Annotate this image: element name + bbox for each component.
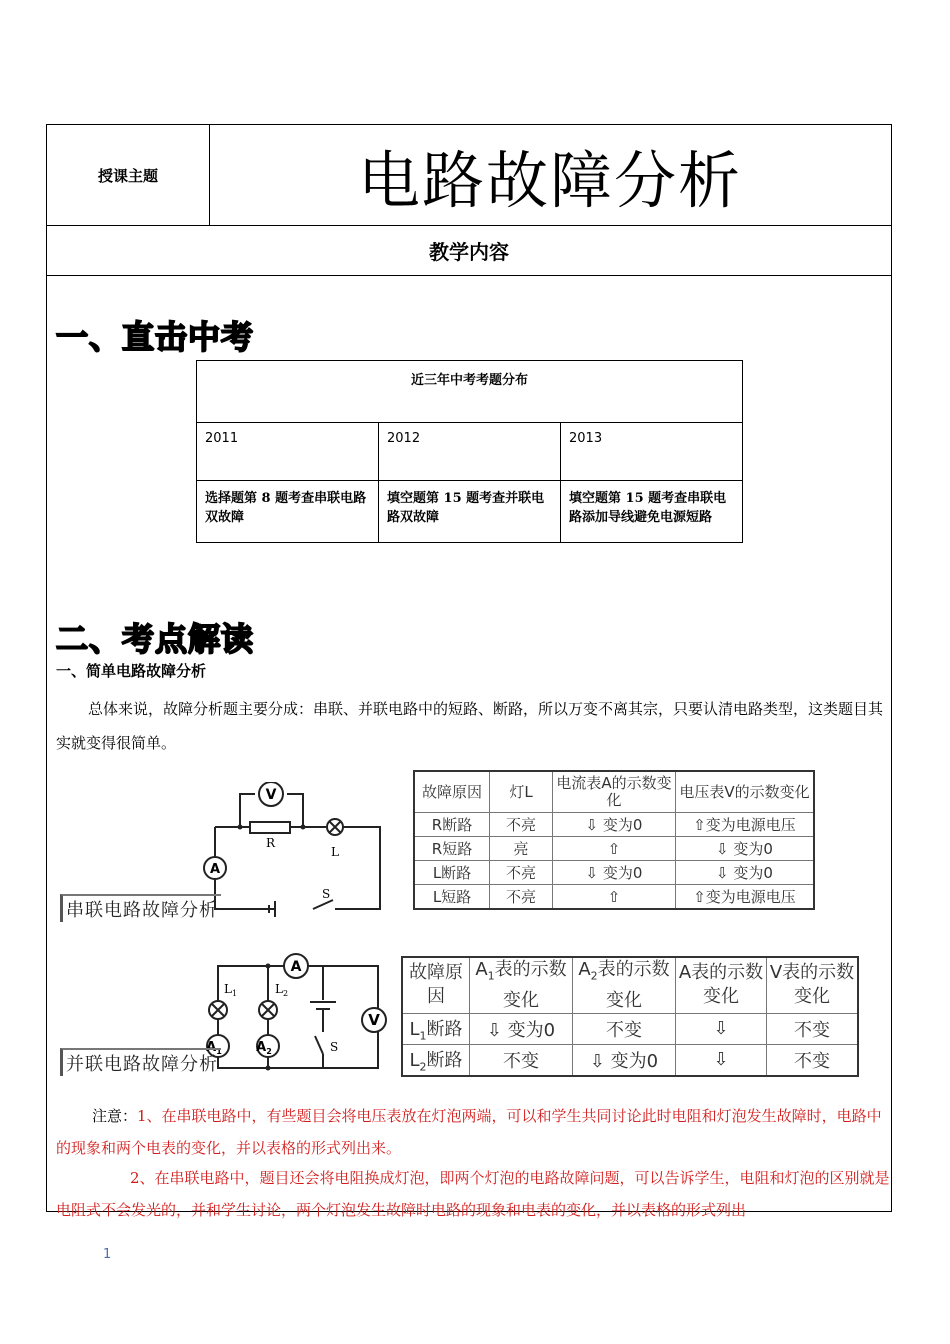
a2-label: $A_2$ bbox=[256, 1040, 272, 1056]
note-lead: 注意： bbox=[92, 1107, 138, 1125]
parallel-cell: 不变 bbox=[767, 1013, 859, 1044]
series-header: 故障原因 bbox=[414, 771, 490, 813]
series-cell: R断路 bbox=[414, 813, 490, 837]
series-circuit-diagram bbox=[195, 782, 390, 917]
resistor bbox=[250, 822, 290, 833]
year-cell: 2013 bbox=[561, 423, 743, 481]
series-cell: ⇧ bbox=[553, 885, 676, 910]
table-row bbox=[402, 1044, 858, 1076]
voltmeter-label: V bbox=[265, 787, 277, 803]
series-header: 灯L bbox=[490, 771, 553, 813]
a1-label: $A_1$ bbox=[206, 1040, 222, 1056]
switch-gap bbox=[318, 1032, 328, 1054]
series-cell: R短路 bbox=[414, 837, 490, 861]
note-item-1 bbox=[56, 1100, 890, 1164]
series-fault-table bbox=[413, 770, 815, 910]
series-header: 电压表V的示数变化 bbox=[676, 771, 815, 813]
parallel-fault-table bbox=[401, 956, 859, 1077]
table-row bbox=[414, 861, 814, 885]
lamp1-label: $L_1$ bbox=[224, 982, 238, 998]
series-wire bbox=[215, 827, 380, 909]
lamp2-label: $L_2$ bbox=[275, 982, 289, 998]
content-heading: 教学内容 bbox=[47, 225, 891, 276]
junction bbox=[266, 1066, 271, 1071]
parallel-cell: 不变 bbox=[573, 1013, 676, 1044]
exam-distribution-table bbox=[196, 360, 743, 543]
intro-paragraph: 总体来说，故障分析题主要分成：串联、并联电路中的短路、断路，所以万变不离其宗，只要认清电路类型，这类题目其实就变得很简单。 bbox=[56, 700, 884, 752]
series-cell: L断路 bbox=[414, 861, 490, 885]
exam-description-cell: 选择题第 8 题考查串联电路双故障 bbox=[197, 481, 379, 543]
parallel-header: V表的示数变化 bbox=[767, 957, 859, 1013]
parallel-header: $A_2$表的示数变化 bbox=[573, 957, 676, 1013]
series-cell: ⇧ bbox=[553, 837, 676, 861]
series-cell: 不亮 bbox=[490, 885, 553, 910]
parallel-header: 故障原因 bbox=[402, 957, 470, 1013]
parallel-cell: $L_2$断路 bbox=[402, 1044, 470, 1076]
parallel-cell: 不变 bbox=[767, 1044, 859, 1076]
junction bbox=[301, 825, 306, 830]
series-cell: ⇩ 变为0 bbox=[676, 861, 815, 885]
voltmeter-label: V bbox=[368, 1011, 380, 1029]
year-cell: 2012 bbox=[379, 423, 561, 481]
header-row bbox=[47, 125, 891, 226]
parallel-header: $A_1$表的示数变化 bbox=[470, 957, 573, 1013]
series-cell: 不亮 bbox=[490, 861, 553, 885]
parallel-wire bbox=[218, 966, 378, 1068]
exam-description-cell: 填空题第 15 题考查并联电路双故障 bbox=[379, 481, 561, 543]
subsection-heading: 一、简单电路故障分析 bbox=[56, 662, 207, 680]
lamp-label: L bbox=[331, 845, 339, 859]
parallel-diagram-label: 并联电路故障分析 bbox=[60, 1048, 221, 1076]
series-cell: L短路 bbox=[414, 885, 490, 910]
parallel-cell: ⇩ bbox=[676, 1013, 767, 1044]
parallel-circuit-diagram bbox=[198, 952, 394, 1076]
exam-description-cell: 填空题第 15 题考查串联电路添加导线避免电源短路 bbox=[561, 481, 743, 543]
junction bbox=[238, 825, 243, 830]
parallel-cell: ⇩ 变为0 bbox=[470, 1013, 573, 1044]
series-cell: ⇩ 变为0 bbox=[553, 861, 676, 885]
ammeter-label: A bbox=[290, 959, 302, 975]
year-cell: 2011 bbox=[197, 423, 379, 481]
parallel-header: A表的示数变化 bbox=[676, 957, 767, 1013]
table-row bbox=[414, 885, 814, 910]
page-number: 1 bbox=[103, 1247, 112, 1262]
note-item-2: 2、在串联电路中，题目还会将电阻换成灯泡，即两个灯泡的电路故障问题，可以告诉学生，电阻和灯泡的区别就是电阻式不会发光的，并和学生讨论，两个灯泡发生故障时电路的现象和电表的变化，并以表格的形式列出 bbox=[56, 1169, 890, 1219]
junction bbox=[266, 964, 271, 969]
switch-label: S bbox=[322, 887, 331, 901]
resistor-label: R bbox=[266, 836, 276, 850]
parallel-cell: 不变 bbox=[470, 1044, 573, 1076]
table-caption: 近三年中考考题分布 bbox=[197, 361, 743, 423]
parallel-cell: $L_1$断路 bbox=[402, 1013, 470, 1044]
table-row bbox=[414, 813, 814, 837]
series-cell: ⇩ 变为0 bbox=[676, 837, 815, 861]
series-cell: ⇩ 变为0 bbox=[553, 813, 676, 837]
series-cell: 亮 bbox=[490, 837, 553, 861]
table-row bbox=[414, 837, 814, 861]
switch-label: S bbox=[330, 1040, 339, 1054]
series-cell: ⇧变为电源电压 bbox=[676, 885, 815, 910]
section2-heading: 二、考点解读 bbox=[56, 620, 255, 658]
switch-blade bbox=[313, 900, 333, 909]
series-header: 电流表A的示数变化 bbox=[553, 771, 676, 813]
table-row bbox=[402, 1013, 858, 1044]
series-diagram-label: 串联电路故障分析 bbox=[60, 894, 221, 922]
ammeter-label: A bbox=[209, 862, 221, 877]
series-cell: ⇧变为电源电压 bbox=[676, 813, 815, 837]
page-title: 电路故障分析 bbox=[357, 143, 742, 217]
parallel-cell: ⇩ bbox=[676, 1044, 767, 1076]
series-cell: 不亮 bbox=[490, 813, 553, 837]
note-item-1-text: 1、在串联电路中，有些题目会将电压表放在灯泡两端，可以和学生共同讨论此时电阻和灯泡发生故障时，电路中的现象和两个电表的变化，并以表格的形式列出来。 bbox=[56, 1107, 882, 1157]
section1-heading: 一、直击中考 bbox=[56, 318, 255, 356]
topic-label: 授课主题 bbox=[47, 125, 210, 225]
parallel-cell: ⇩ 变为0 bbox=[573, 1044, 676, 1076]
